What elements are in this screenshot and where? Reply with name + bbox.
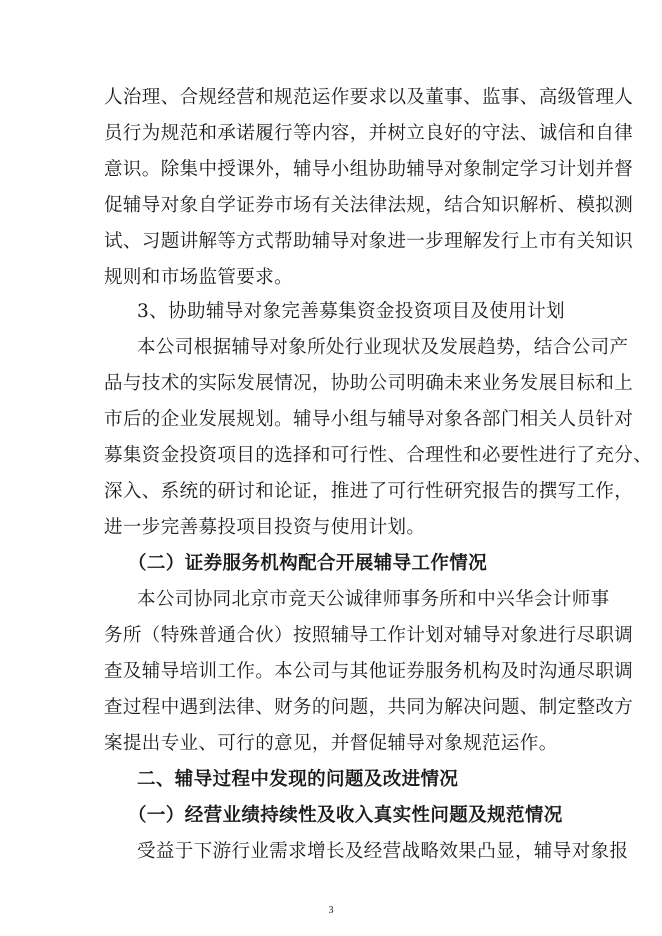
page-number: 3 bbox=[328, 905, 334, 916]
paragraph-line: 本公司协同北京市竞天公诚律师事务所和中兴华会计师事 bbox=[137, 589, 610, 610]
paragraph-line: 规则和市场监管要求。 bbox=[104, 267, 294, 288]
paragraph-line: 促辅导对象自学证券市场有关法律法规，结合知识解析、模拟测 bbox=[104, 195, 634, 216]
paragraph-line: 案提出专业、可行的意见，并督促辅导对象规范运作。 bbox=[104, 733, 558, 754]
paragraph-line: 试、习题讲解等方式帮助辅导对象进一步理解发行上市有关知识 bbox=[104, 231, 634, 252]
paragraph-line: 务所（特殊普通合伙）按照辅导工作计划对辅导对象进行尽职调 bbox=[104, 625, 634, 646]
paragraph-line: 查过程中遇到法律、财务的问题，共同为解决问题、制定整改方 bbox=[104, 697, 634, 718]
paragraph-line: 品与技术的实际发展情况，协助公司明确未来业务发展目标和上 bbox=[104, 373, 634, 394]
paragraph-line: 市后的企业发展规划。辅导小组与辅导对象各部门相关人员针对 bbox=[104, 409, 634, 430]
subsection-title: 3、协助辅导对象完善募集资金投资项目及使用计划 bbox=[137, 301, 565, 322]
section-heading: （一）经营业绩持续性及收入真实性问题及规范情况 bbox=[128, 805, 563, 826]
paragraph-line: 员行为规范和承诺履行等内容，并树立良好的守法、诚信和自律 bbox=[104, 123, 634, 144]
paragraph-line: 本公司根据辅导对象所处行业现状及发展趋势，结合公司产 bbox=[137, 337, 629, 358]
paragraph-line: 意识。除集中授课外，辅导小组协助辅导对象制定学习计划并督 bbox=[104, 159, 634, 180]
paragraph-line: 进一步完善募投项目投资与使用计划。 bbox=[104, 517, 426, 538]
paragraph-line: 查及辅导培训工作。本公司与其他证券服务机构及时沟通尽职调 bbox=[104, 661, 634, 682]
paragraph-line: 募集资金投资项目的选择和可行性、合理性和必要性进行了充分、 bbox=[104, 445, 653, 466]
chapter-heading: 二、辅导过程中发现的问题及改进情况 bbox=[137, 769, 459, 790]
paragraph-line: 人治理、合规经营和规范运作要求以及董事、监事、高级管理人 bbox=[104, 87, 634, 108]
section-heading: （二）证券服务机构配合开展辅导工作情况 bbox=[128, 553, 488, 574]
paragraph-line: 深入、系统的研讨和论证，推进了可行性研究报告的撰写工作， bbox=[104, 481, 634, 502]
paragraph-line: 受益于下游行业需求增长及经营战略效果凸显，辅导对象报 bbox=[137, 841, 629, 862]
